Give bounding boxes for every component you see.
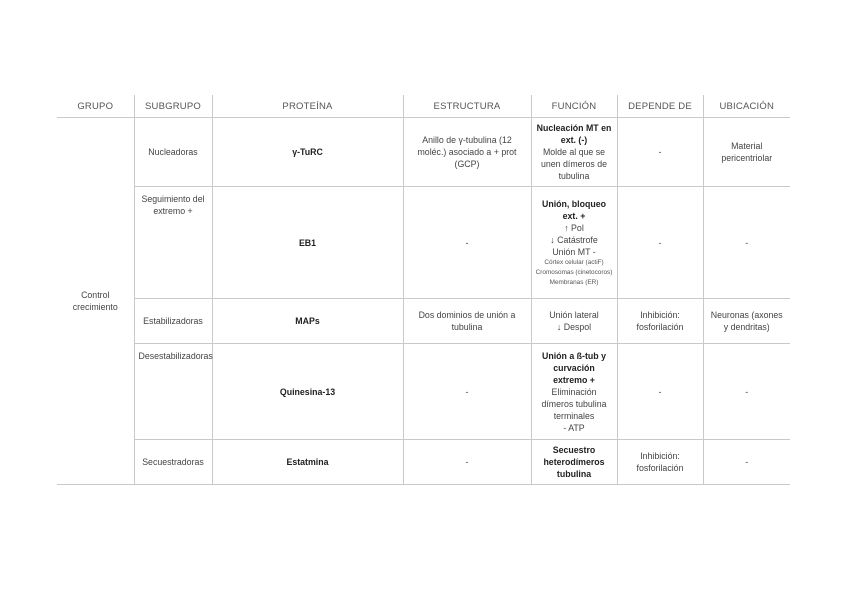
subgroup-cell: Seguimiento del extremo + bbox=[134, 187, 212, 299]
depends-cell: Inhibición: fosforilación bbox=[617, 299, 703, 344]
table-row bbox=[57, 440, 790, 485]
function-text: Molde al que se unen dímeros de tubulina bbox=[540, 147, 608, 181]
table-row bbox=[57, 187, 790, 299]
mt-regulators-table bbox=[57, 95, 790, 485]
function-bold: Unión a ß-tub y curvación extremo + bbox=[541, 350, 606, 385]
function-line: Unión MT - bbox=[552, 246, 596, 257]
subgroup-cell: Desestabilizadoras bbox=[134, 344, 212, 440]
protein-cell: γ-TuRC bbox=[212, 118, 403, 187]
header-depende-de: DEPENDE DE bbox=[617, 95, 703, 118]
header-row bbox=[57, 95, 790, 118]
subgroup-cell: Estabilizadoras bbox=[134, 299, 212, 344]
table-row bbox=[57, 299, 790, 344]
structure-cell: Dos dominios de unión a tubulina bbox=[403, 299, 531, 344]
structure-cell: - bbox=[403, 344, 531, 440]
table-row bbox=[57, 344, 790, 440]
depends-cell: - bbox=[617, 344, 703, 440]
function-small-line: Córtex celular (actiF) bbox=[544, 258, 604, 266]
subgroup-cell: Nucleadoras bbox=[134, 118, 212, 187]
group-cell: Control crecimiento bbox=[57, 118, 134, 485]
function-small-line: Cromosomas (cinetocoros) bbox=[535, 268, 613, 276]
function-small-line: Membranas (ER) bbox=[549, 278, 599, 286]
header-ubicacion: UBICACIÓN bbox=[703, 95, 790, 118]
subgroup-cell: Secuestradoras bbox=[134, 440, 212, 485]
function-line: ↓ Catástrofe bbox=[550, 234, 598, 245]
function-cell bbox=[531, 118, 617, 187]
location-cell: Material pericentriolar bbox=[703, 118, 790, 187]
depends-cell: - bbox=[617, 187, 703, 299]
location-cell: - bbox=[703, 440, 790, 485]
depends-cell: Inhibición: fosforilación bbox=[617, 440, 703, 485]
function-cell bbox=[531, 440, 617, 485]
function-line: - ATP bbox=[563, 422, 585, 433]
function-cell bbox=[531, 187, 617, 299]
function-line: ↑ Pol bbox=[564, 222, 584, 233]
location-cell: - bbox=[703, 187, 790, 299]
table-row bbox=[57, 118, 790, 187]
header-estructura: ESTRUCTURA bbox=[403, 95, 531, 118]
structure-cell: - bbox=[403, 187, 531, 299]
header-funcion: FUNCIÓN bbox=[531, 95, 617, 118]
function-bold: Unión, bloqueo ext. + bbox=[541, 198, 606, 221]
function-line: Eliminación dímeros tubulina terminales bbox=[541, 386, 607, 421]
structure-cell: Anillo de γ-tubulina (12 moléc.) asociado a + prot (GCP) bbox=[403, 118, 531, 187]
function-bold: Secuestro heterodímeros tubulina bbox=[543, 445, 605, 479]
protein-cell: Estatmina bbox=[212, 440, 403, 485]
structure-cell: - bbox=[403, 440, 531, 485]
function-bold: Nucleación MT en ext. (-) bbox=[536, 123, 612, 145]
protein-cell: MAPs bbox=[212, 299, 403, 344]
header-proteina: PROTEÍNA bbox=[212, 95, 403, 118]
protein-cell: Quinesina-13 bbox=[212, 344, 403, 440]
function-cell bbox=[531, 299, 617, 344]
header-grupo: GRUPO bbox=[57, 95, 134, 118]
function-line: ↓ Despol bbox=[556, 322, 592, 332]
location-cell: - bbox=[703, 344, 790, 440]
protein-cell: EB1 bbox=[212, 187, 403, 299]
header-subgrupo: SUBGRUPO bbox=[134, 95, 212, 118]
function-line: Unión lateral bbox=[549, 310, 599, 320]
depends-cell: - bbox=[617, 118, 703, 187]
function-cell bbox=[531, 344, 617, 440]
location-cell: Neuronas (axones y dendritas) bbox=[703, 299, 790, 344]
